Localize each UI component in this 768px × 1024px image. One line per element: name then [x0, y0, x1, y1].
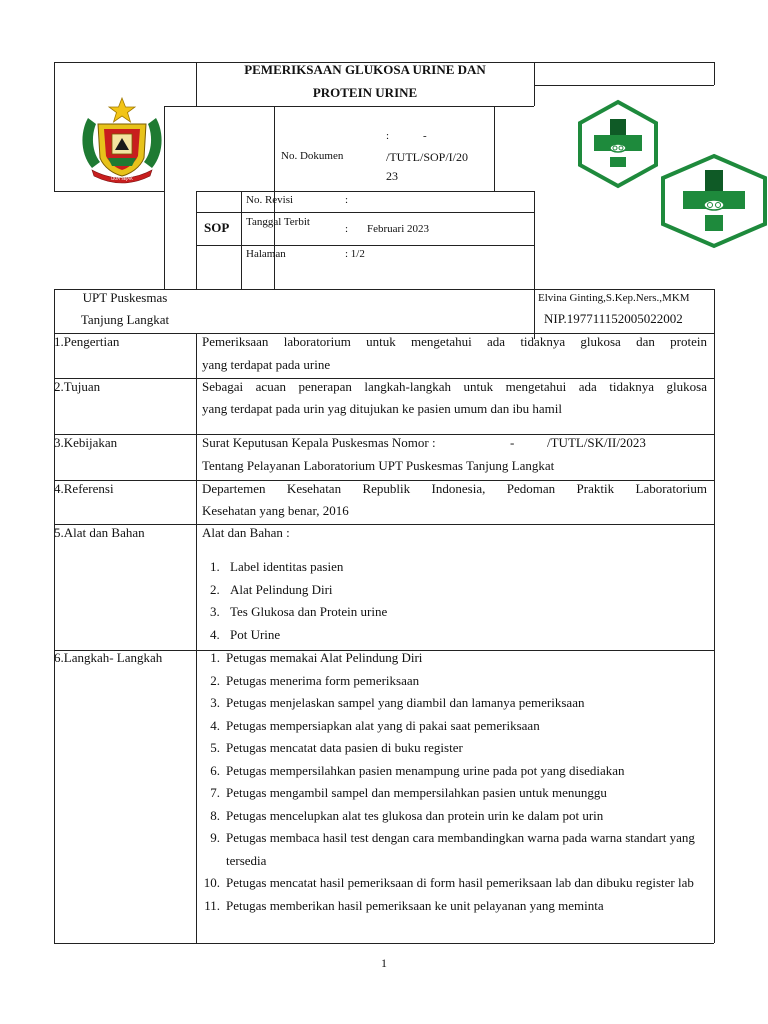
- no-dokumen-value: /TUTL/SOP/I/20: [386, 150, 469, 164]
- langkah-step-number: 10.: [203, 875, 220, 890]
- tanggal-terbit-label: Tanggal Terbit: [246, 216, 310, 228]
- tanggal-terbit-value: Februari 2023: [367, 223, 430, 235]
- rule: [196, 212, 534, 213]
- langkah-step-number: 5.: [210, 740, 220, 755]
- rule: [196, 333, 197, 943]
- institution-name-line2: Tanjung Langkat: [80, 312, 170, 327]
- rule: [714, 289, 715, 943]
- section-label-kebijakan: 3.Kebijakan: [54, 435, 118, 450]
- langkah-step: [202, 782, 707, 805]
- kebijakan-dash: -: [510, 435, 515, 450]
- langkah-step-number: 11.: [204, 897, 220, 913]
- alat-list-item: [202, 556, 707, 579]
- rule: [54, 524, 714, 525]
- no-dokumen-value-cont: 23: [386, 169, 398, 183]
- section-label-referensi: 4.Referensi: [54, 481, 114, 496]
- document-title-line2: PROTEIN URINE: [312, 85, 418, 100]
- rule: [54, 191, 164, 192]
- puskesmas-logo-icon: [659, 153, 768, 249]
- rule: [196, 191, 197, 289]
- langkah-step-text: Petugas mengambil sampel dan mempersilahkan pasien untuk menunggu: [226, 785, 607, 800]
- langkah-step-number: 4.: [210, 717, 220, 733]
- langkah-step-number: 3.: [210, 695, 220, 710]
- referensi-text: Departemen Kesehatan Republik Indonesia, Pedoman Praktik Laboratorium: [202, 481, 707, 496]
- rule: [534, 191, 535, 339]
- document-title-line1: PEMERIKSAAN GLUKOSA URINE DAN: [244, 62, 486, 77]
- langkah-step: [202, 805, 707, 828]
- langkah-step-number: 6.: [210, 762, 220, 778]
- alat-list-item-text: Tes Glukosa dan Protein urine: [230, 604, 388, 620]
- alat-list-item: [202, 601, 707, 624]
- rule: [196, 191, 534, 192]
- langkah-step: [202, 827, 707, 872]
- langkah-step-text: Petugas mempersilahkan pasien menampung urine pada pot yang disediakan: [226, 762, 625, 778]
- langkah-step-text: Petugas mencelupkan alat tes glukosa dan protein urin ke dalam pot urin: [226, 807, 604, 823]
- langkah-step: [202, 760, 707, 783]
- tujuan-text: Sebagai acuan penerapan langkah-langkah untuk mengetahui ada tidaknya glukosa: [202, 379, 707, 394]
- tujuan-text-cont: yang terdapat pada urin yag ditujukan ke pasien umum dan ibu hamil: [202, 401, 562, 416]
- no-dokumen-colon: :: [386, 130, 390, 142]
- rule: [54, 62, 55, 191]
- page-number: 1: [381, 956, 387, 970]
- puskesmas-logo-icon: [576, 99, 660, 189]
- pengertian-text: Pemeriksaan laboratorium untuk mengetahui ada tidaknya glukosa dan protein: [202, 334, 707, 349]
- langkah-step-text: Petugas memakai Alat Pelindung Diri: [226, 650, 423, 665]
- langkah-step: [202, 872, 707, 895]
- rule: [196, 245, 534, 246]
- kebijakan-number: /TUTL/SK/II/2023: [547, 435, 646, 450]
- langkah-step-text: Petugas menerima form pemeriksaan: [226, 672, 420, 688]
- langkah-step-text: Petugas memberikan hasil pemeriksaan ke unit pelayanan yang meminta: [226, 897, 604, 913]
- rule: [534, 62, 535, 106]
- rule: [714, 62, 715, 85]
- no-revisi-value: :: [345, 194, 349, 206]
- alat-list-item-text: Pot Urine: [230, 627, 281, 643]
- section-label-langkah: 6.Langkah- Langkah: [54, 650, 163, 665]
- section-label-pengertian: 1.Pengertian: [54, 334, 120, 349]
- alat-list-item-number: 2.: [210, 581, 220, 597]
- section-label-alat: 5.Alat dan Bahan: [54, 525, 145, 540]
- no-revisi-label: No. Revisi: [246, 194, 294, 206]
- alat-list-item-number: 4.: [210, 627, 220, 643]
- alat-list-item: [202, 624, 707, 647]
- rule: [241, 191, 242, 289]
- alat-list-item: [202, 579, 707, 602]
- alat-heading: Alat dan Bahan :: [202, 525, 290, 540]
- alat-list: [202, 556, 707, 647]
- langkah-step-number: 9.: [210, 830, 220, 845]
- sop-label: SOP: [204, 220, 230, 235]
- langkah-step-text: Petugas membaca hasil test dengan cara membandingkan warna pada warna standart yang tersedia: [226, 830, 695, 868]
- langkah-step-text: Petugas mencatat data pasien di buku register: [226, 740, 463, 755]
- institution-name-line1: UPT Puskesmas: [82, 290, 168, 305]
- alat-list-item-text: Alat Pelindung Diri: [230, 581, 333, 597]
- langkah-step-number: 1.: [210, 650, 220, 665]
- langkah-step-text: Petugas mencatat hasil pemeriksaan di form hasil pemeriksaan lab dan dibuku register lab: [226, 875, 694, 890]
- langkah-step: [202, 692, 707, 715]
- no-dokumen-label: No. Dokumen: [281, 150, 344, 162]
- langkah-list: [202, 647, 707, 917]
- langkah-step: [202, 647, 707, 670]
- rule: [164, 106, 534, 107]
- langkah-step: [202, 895, 707, 918]
- signer-nip: NIP.197711152005022002: [544, 311, 683, 326]
- alat-list-item-number: 1.: [210, 559, 220, 574]
- regency-emblem-icon: [78, 96, 166, 188]
- langkah-step: [202, 670, 707, 693]
- langkah-step-text: Petugas mempersiapkan alat yang di pakai saat pemeriksaan: [226, 717, 540, 733]
- signer-name: Elvina Ginting,S.Kep.Ners.,MKM: [538, 292, 690, 304]
- halaman-label: Halaman: [246, 248, 286, 260]
- pengertian-text-cont: yang terdapat pada urine: [202, 357, 331, 372]
- emblem-banner-text: DUA SEJAK: [111, 176, 133, 181]
- langkah-step: [202, 715, 707, 738]
- section-label-tujuan: 2.Tujuan: [54, 379, 101, 394]
- rule: [494, 106, 495, 191]
- referensi-text-cont: Kesehatan yang benar, 2016: [202, 503, 349, 518]
- langkah-step-text: Petugas menjelaskan sampel yang diambil dan lamanya pemeriksaan: [226, 695, 585, 710]
- langkah-step-number: 7.: [210, 785, 220, 800]
- rule: [54, 943, 714, 944]
- kebijakan-text: Surat Keputusan Kepala Puskesmas Nomor :: [202, 435, 436, 450]
- kebijakan-text-cont: Tentang Pelayanan Laboratorium UPT Puskesmas Tanjung Langkat: [202, 458, 555, 473]
- no-dokumen-dash: -: [423, 130, 427, 142]
- alat-list-item-number: 3.: [210, 604, 220, 620]
- halaman-value: : 1/2: [345, 248, 365, 260]
- rule: [534, 85, 714, 86]
- langkah-step-number: 8.: [210, 807, 220, 823]
- langkah-step-number: 2.: [210, 672, 220, 688]
- tanggal-terbit-colon: :: [345, 223, 349, 235]
- alat-list-item-text: Label identitas pasien: [230, 559, 344, 574]
- langkah-step: [202, 737, 707, 760]
